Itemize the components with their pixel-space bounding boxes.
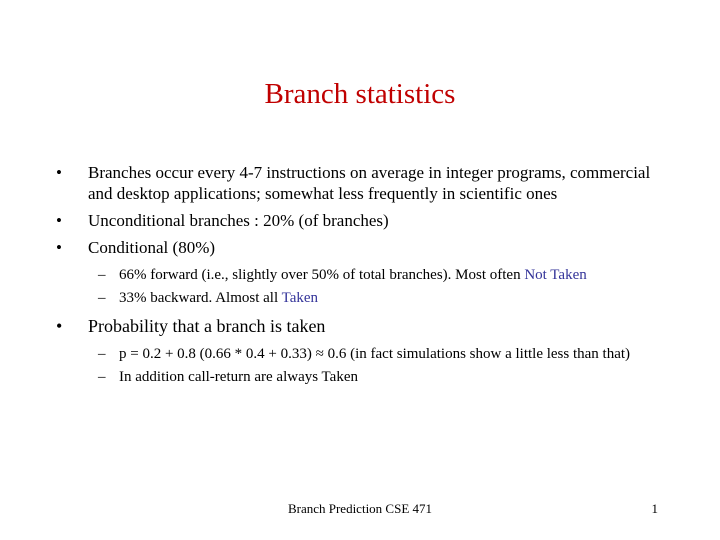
highlight-not-taken: Not Taken xyxy=(524,267,587,283)
highlight-taken: Taken xyxy=(281,290,319,306)
bullet-marker: • xyxy=(56,316,63,336)
bullet-probability xyxy=(0,316,720,337)
bullet-branch-frequency xyxy=(0,162,720,204)
bullet-text: Branches occur every 4-7 instructions on average in integer programs, commercial and desktop applications; somewhat less frequently in scientific ones xyxy=(88,163,651,203)
conditional-sublist xyxy=(0,266,720,308)
dash-marker: – xyxy=(98,346,106,362)
sub-bullet-forward xyxy=(0,266,720,285)
page-number: 1 xyxy=(651,501,658,516)
bullet-unconditional xyxy=(0,210,720,231)
bullet-conditional xyxy=(0,237,720,258)
bullet-text: Probability that a branch is taken xyxy=(88,316,326,336)
sub-bullet-text: 33% backward. Almost all xyxy=(119,290,282,306)
slide-title: Branch statistics xyxy=(264,78,456,110)
sub-bullet-backward xyxy=(0,289,720,308)
bullet-marker: • xyxy=(56,211,62,230)
dash-marker: – xyxy=(98,267,106,283)
sub-bullet-text: p = 0.2 + 0.8 (0.66 * 0.4 + 0.33) ≈ 0.6 (in fact simulations show a little less than that) xyxy=(119,346,631,362)
footer-title: Branch Prediction CSE 471 xyxy=(287,501,433,516)
sub-bullet-call-return xyxy=(0,368,720,387)
dash-marker: – xyxy=(98,290,106,306)
probability-sublist xyxy=(0,345,720,387)
bullet-text: Conditional (80%) xyxy=(88,238,216,257)
slide-body xyxy=(0,162,720,395)
sub-bullet-formula xyxy=(0,345,720,364)
dash-marker: – xyxy=(98,369,106,385)
sub-bullet-text: In addition call-return are always Taken xyxy=(119,369,358,385)
sub-bullet-text: 66% forward (i.e., slightly over 50% of total branches). Most often xyxy=(119,267,525,283)
bullet-marker: • xyxy=(56,163,62,182)
bullet-text: Unconditional branches : 20% (of branches) xyxy=(88,211,389,230)
bullet-marker: • xyxy=(56,238,62,257)
